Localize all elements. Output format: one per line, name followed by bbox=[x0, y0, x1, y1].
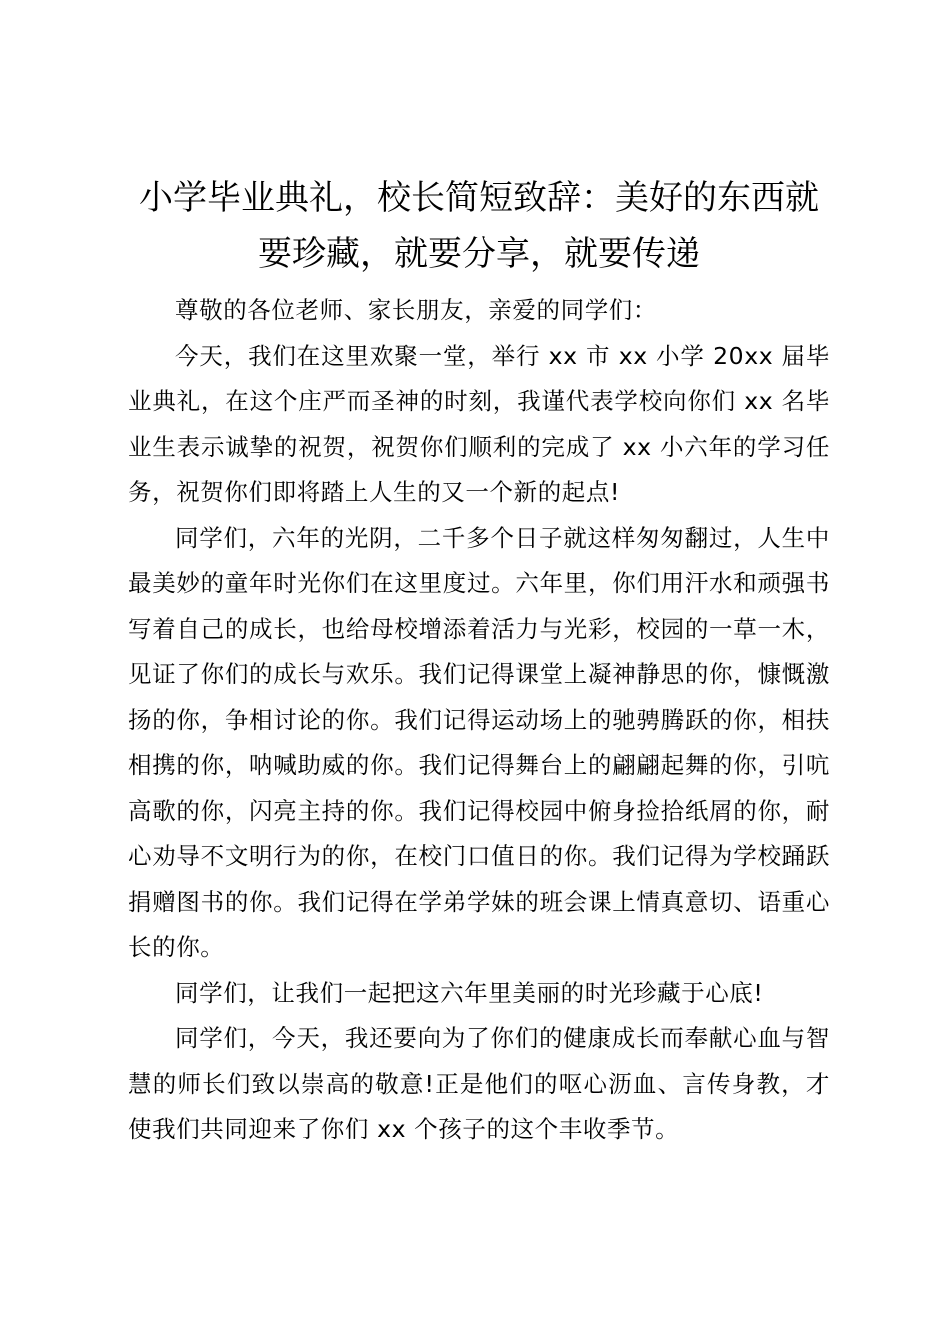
body-paragraph: 今天，我们在这里欢聚一堂，举行 xx 市 xx 小学 20xx 届毕业典礼，在这个庄严而圣神的时刻，我谨代表学校向你们 xx 名毕业生表示诚挚的祝贺，祝贺你们顺利的完成了 xx 小六年的学习任务，祝贺你们即将踏上人生的又一个新的起点! bbox=[128, 341, 830, 506]
body-paragraph: 同学们，今天，我还要向为了你们的健康成长而奉献心血与智慧的师长们致以崇高的敬意!正是他们的呕心沥血、言传身教，才使我们共同迎来了你们 xx 个孩子的这个丰收季节。 bbox=[128, 1024, 830, 1143]
salutation-paragraph: 尊敬的各位老师、家长朋友，亲爱的同学们： bbox=[175, 296, 657, 324]
document-body bbox=[128, 288, 830, 1153]
body-paragraph: 同学们，六年的光阴，二千多个日子就这样匆匆翻过，人生中最美妙的童年时光你们在这里度过。六年里，你们用汗水和顽强书写着自己的成长，也给母校增添着活力与光彩，校园的一草一木，见证了你们的成长与欢乐。我们记得课堂上凝神静思的你，慷慨激扬的你，争相讨论的你。我们记得运动场上的驰骋腾跃的你，相扶相携的你，呐喊助威的你。我们记得舞台上的翩翩起舞的你，引吭高歌的你，闪亮主持的你。我们记得校园中俯身捡拾纸屑的你，耐心劝导不文明行为的你，在校门口值日的你。我们记得为学校踊跃捐赠图书的你。我们记得在学弟学妹的班会课上情真意切、语重心长的你。 bbox=[128, 523, 830, 961]
document-page bbox=[128, 170, 830, 1153]
document-title: 小学毕业典礼，校长简短致辞：美好的东西就要珍藏，就要分享，就要传递 bbox=[139, 178, 819, 274]
body-paragraph: 同学们，让我们一起把这六年里美丽的时光珍藏于心底! bbox=[175, 978, 764, 1007]
